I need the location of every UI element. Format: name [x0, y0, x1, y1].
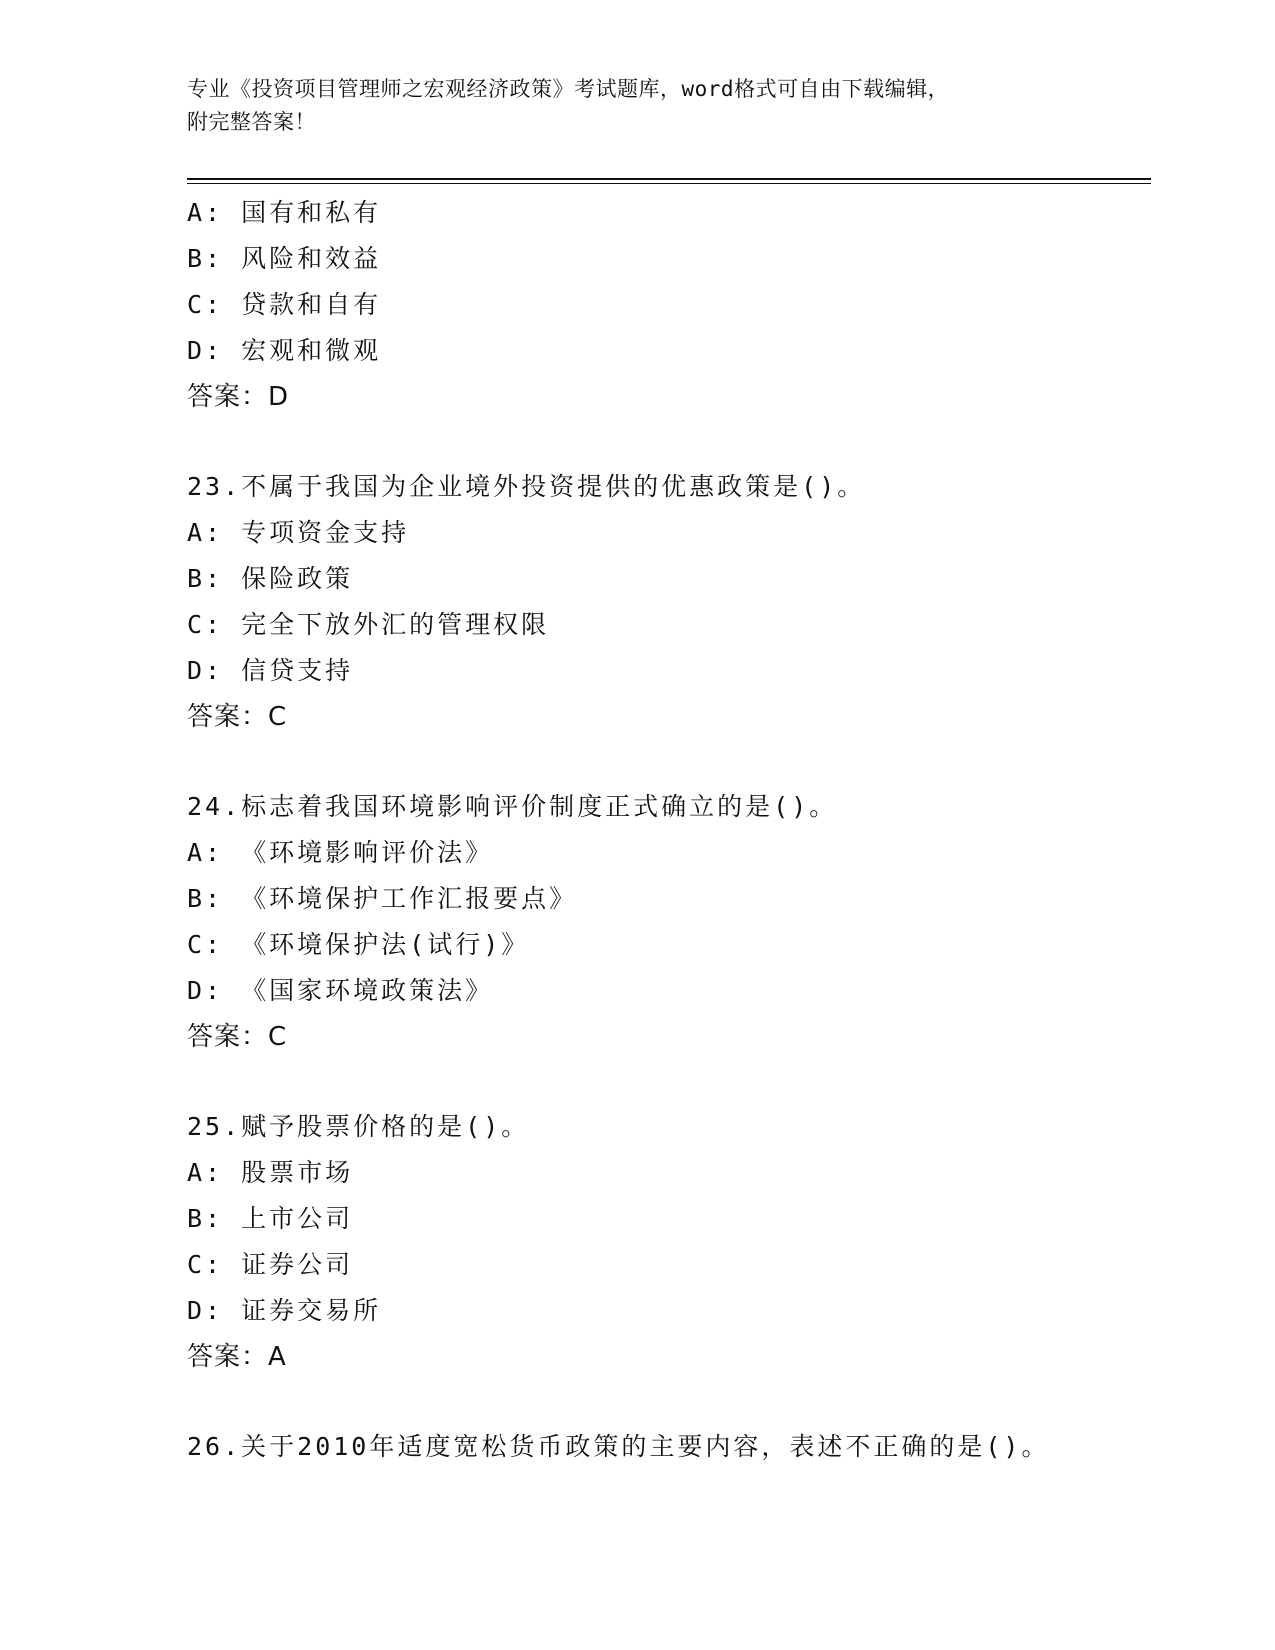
header-divider-thick: [187, 178, 1151, 180]
option-b: B: 风险和效益: [187, 244, 382, 273]
option-c: C: 证券公司: [187, 1250, 354, 1279]
header-line-1: 专业《投资项目管理师之宏观经济政策》考试题库，word格式可自由下载编辑，: [187, 77, 950, 101]
question-24: [187, 784, 1151, 1060]
option-d: D: 《国家环境政策法》: [187, 976, 494, 1005]
header-divider-thin: [187, 183, 1151, 184]
question-stem: 24.标志着我国环境影响评价制度正式确立的是()。: [187, 792, 838, 821]
answer: 答案：C: [187, 702, 288, 732]
option-c: C: 《环境保护法(试行)》: [187, 930, 530, 959]
answer: 答案：C: [187, 1022, 288, 1052]
option-b: B: 《环境保护工作汇报要点》: [187, 884, 578, 913]
option-d: D: 证券交易所: [187, 1296, 382, 1325]
option-a: A: 国有和私有: [187, 198, 382, 227]
question-25: [187, 1104, 1151, 1380]
option-b: B: 上市公司: [187, 1204, 354, 1233]
option-c: C: 贷款和自有: [187, 290, 382, 319]
answer: 答案：A: [187, 1342, 287, 1372]
question-stem: 25.赋予股票价格的是()。: [187, 1112, 530, 1141]
spacer: [187, 1060, 1151, 1104]
option-d: D: 信贷支持: [187, 656, 354, 685]
option-b: B: 保险政策: [187, 564, 354, 593]
option-d: D: 宏观和微观: [187, 336, 382, 365]
document-header: [187, 73, 1087, 139]
question-26: [187, 1424, 1151, 1470]
spacer: [187, 1380, 1151, 1424]
option-c: C: 完全下放外汇的管理权限: [187, 610, 550, 639]
question-list: [187, 190, 1151, 1470]
question-stem: 26.关于2010年适度宽松货币政策的主要内容，表述不正确的是()。: [187, 1432, 1050, 1461]
question-23: [187, 464, 1151, 740]
spacer: [187, 420, 1151, 464]
option-a: A: 股票市场: [187, 1158, 354, 1187]
option-a: A: 专项资金支持: [187, 518, 410, 547]
option-a: A: 《环境影响评价法》: [187, 838, 494, 867]
header-line-2: 附完整答案！: [187, 110, 316, 134]
spacer: [187, 740, 1151, 784]
answer: 答案：D: [187, 382, 290, 412]
question-stem: 23.不属于我国为企业境外投资提供的优惠政策是()。: [187, 472, 866, 501]
question-22: [187, 190, 1151, 420]
